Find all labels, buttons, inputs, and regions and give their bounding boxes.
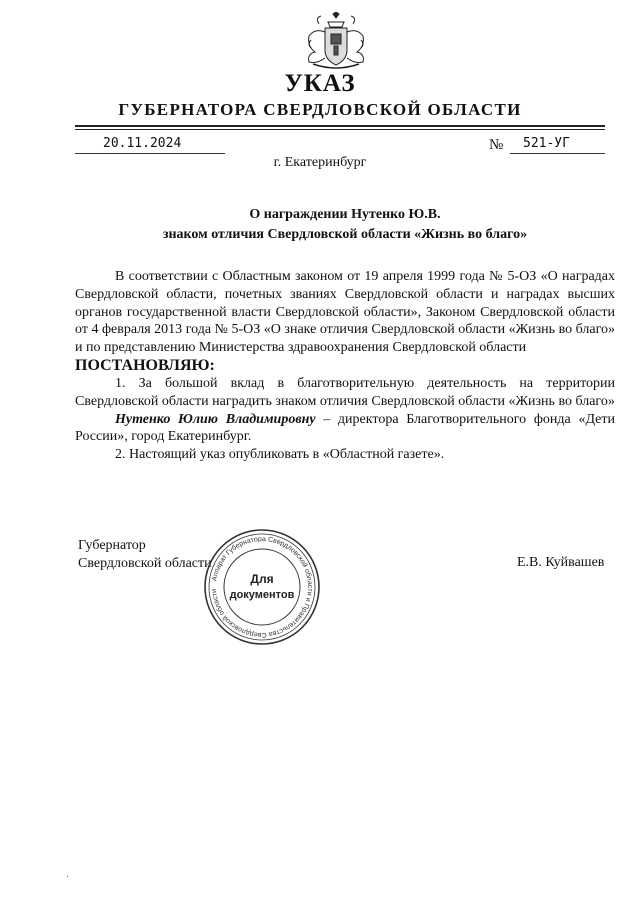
- number-sign: №: [489, 137, 504, 153]
- preamble-paragraph: В соответствии с Областным законом от 19 апреля 1999 года № 5-ОЗ «О наградах Свердловской области, почетных званиях Свердловской области и наградах высших органов государственной власти Свердловской области», Законом Свердловской области от 4 февраля 2013 года № 5-ОЗ «О знаке отличия Свердловской области «Жизнь во благо» и по представлению Министерства здравоохранения Свердловской области: [75, 269, 615, 356]
- svg-text:Аппарат Губернатора Свердловск: [211, 536, 313, 638]
- header-rule-thick: [75, 125, 605, 127]
- document-date: 20.11.2024: [103, 136, 182, 151]
- signatory-name: Е.В. Куйвашев: [517, 555, 605, 570]
- document-type-title: УКАЗ: [284, 70, 356, 97]
- position-line-1: Губернатор: [78, 538, 146, 553]
- document-number: 521-УГ: [523, 136, 570, 151]
- signatory-position: [78, 537, 212, 572]
- stamp-center-line-1: Для: [250, 572, 274, 586]
- coat-of-arms-icon: [301, 12, 371, 72]
- city-line: г. Екатеринбург: [273, 155, 367, 170]
- document-heading: [75, 205, 615, 245]
- item-2-paragraph: 2. Настоящий указ опубликовать в «Областной газете».: [115, 447, 445, 463]
- official-stamp: [203, 528, 321, 646]
- heading-line-2: знаком отличия Свердловской области «Жизнь во благо»: [162, 227, 528, 242]
- number-underline: [510, 153, 605, 154]
- date-underline: [75, 153, 225, 154]
- issuer-title: ГУБЕРНАТОРА СВЕРДЛОВСКОЙ ОБЛАСТИ: [118, 100, 522, 119]
- awardee-name: Нутенко Юлию Владимировну: [115, 411, 316, 427]
- header-rule-thin: [75, 129, 605, 130]
- stamp-ring-text: Аппарат Губернатора Свердловской области и Правительства Свердловской области: [211, 535, 314, 639]
- awardee-details: – директора Благотворительного фонда «Дети России», город Екатеринбург.: [75, 411, 615, 445]
- awardee-paragraph: [75, 411, 615, 447]
- scan-speck: [67, 876, 68, 877]
- item-1-paragraph: 1. За большой вклад в благотворительную деятельность на территории Свердловской области наградить знаком отличия Свердловской области «Жизнь во благо»: [75, 375, 615, 409]
- document-body: [75, 268, 615, 464]
- position-line-2: Свердловской области: [78, 555, 212, 571]
- stamp-center-line-2: документов: [229, 589, 295, 601]
- heading-line-1: О награждении Нутенко Ю.В.: [249, 207, 441, 222]
- decree-word: ПОСТАНОВЛЯЮ:: [75, 356, 215, 374]
